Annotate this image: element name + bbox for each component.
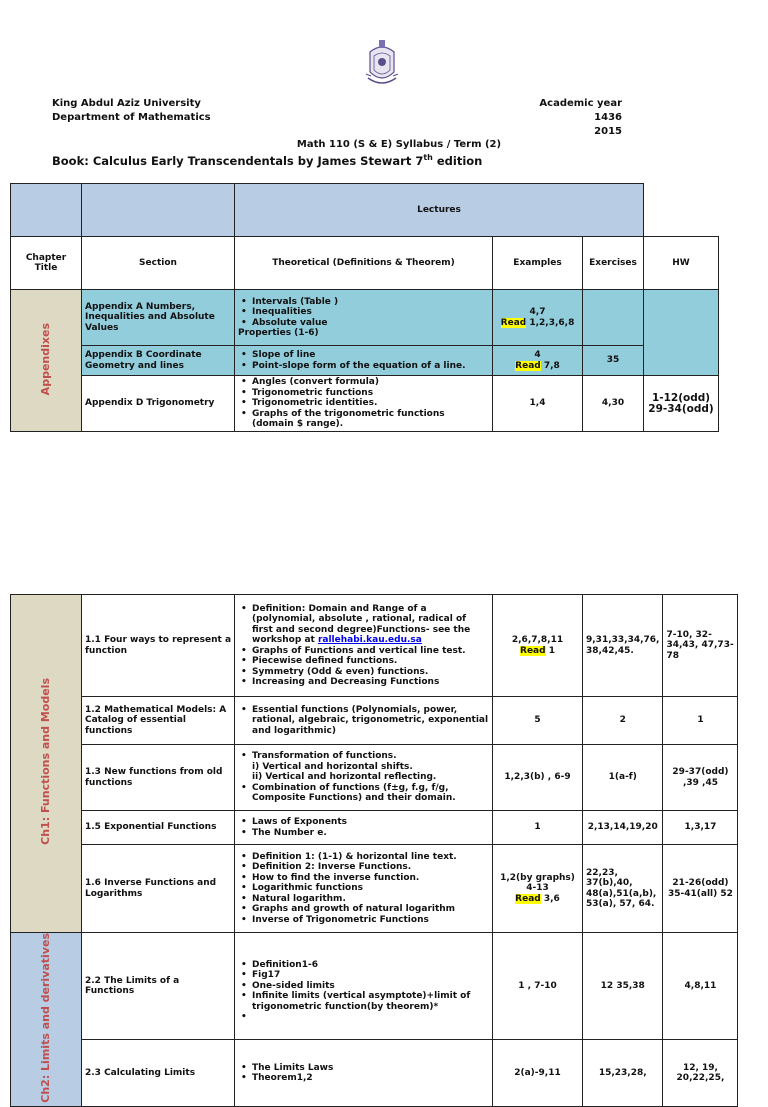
chapter-title-ch1: Ch1: Functions and Models xyxy=(11,595,82,933)
appendixes-table xyxy=(10,183,719,432)
examples-cell: 1 xyxy=(493,811,583,845)
exercises-cell: 2 xyxy=(583,697,663,745)
section-cell: 1.1 Four ways to represent a function xyxy=(82,595,235,697)
section-cell: 2.3 Calculating Limits xyxy=(82,1040,235,1107)
theory-cell: • The Limits Laws • Theorem1,2 xyxy=(235,1040,493,1107)
hw-cell: 12, 19, 20,22,25, xyxy=(663,1040,738,1107)
theory-cell: • Definition 1: (1-1) & horizontal line text. • Definition 2: Inverse Functions. • How to find the inverse function. • Logarithmic functions • Natural logarithm. • Graphs and growth of natural logarithm • Inverse of Trigonometric Functions xyxy=(235,845,493,933)
chapters-table xyxy=(10,594,738,1107)
theory-cell: • Angles (convert formula) • Trigonometric functions • Trigonometric identities. • Graphs of the trigonometric functions (domain $ range). xyxy=(235,376,493,432)
hw-cell: 1 xyxy=(663,697,738,745)
hw-cell: 7-10, 32-34,43, 47,73-78 xyxy=(663,595,738,697)
university-seal-logo xyxy=(362,38,402,88)
chapter-title-header: Chapter Title xyxy=(11,237,82,290)
theory-cell: • Intervals (Table ) • Inequalities • Absolute value Properties (1-6) xyxy=(235,290,493,346)
table-row xyxy=(11,697,738,745)
section-cell: Appendix D Trigonometry xyxy=(82,376,235,432)
exercises-cell: 12 35,38 xyxy=(583,933,663,1040)
exercises-cell: 35 xyxy=(583,346,644,376)
hw-cell: 4,8,11 xyxy=(663,933,738,1040)
exercises-cell: 9,31,33,34,76, 38,42,45. xyxy=(583,595,663,697)
read-highlight: Read xyxy=(500,317,527,328)
examples-cell: 2(a)-9,11 xyxy=(493,1040,583,1107)
academic-year: Academic year 1436 xyxy=(539,98,622,123)
department-name: Department of Mathematics xyxy=(52,112,211,123)
book-title: Book: Calculus Early Transcendentals by James Stewart 7th edition xyxy=(52,153,483,168)
chapter-title-ch2: Ch2: Limits and derivatives xyxy=(11,933,82,1107)
examples-cell: 1,2,3(b) , 6-9 xyxy=(493,745,583,811)
table-row xyxy=(11,933,738,1040)
year: 2015 xyxy=(594,126,622,137)
chapter-title-appendixes: Appendixes xyxy=(11,290,82,432)
theory-cell: • Laws of Exponents • The Number e. xyxy=(235,811,493,845)
examples-header: Examples xyxy=(493,237,583,290)
table-row xyxy=(11,346,719,376)
read-highlight: Read xyxy=(515,893,541,904)
table-row xyxy=(11,376,719,432)
theoretical-header: Theoretical (Definitions & Theorem) xyxy=(235,237,493,290)
theory-cell: • Essential functions (Polynomials, power, rational, algebraic, trigonometric, exponential and logarithmic) xyxy=(235,697,493,745)
read-highlight: Read xyxy=(515,360,541,371)
exercises-cell: 22,23, 37(b),40, 48(a),51(a,b), 53(a), 57, 64. xyxy=(583,845,663,933)
exercises-header: Exercises xyxy=(583,237,644,290)
hw-cell xyxy=(644,290,719,376)
theory-cell: • Definition: Domain and Range of a (polynomial, absolute , rational, radical of first and second degree)Functions- see the workshop at rallehabi.kau.edu.sa • Graphs of Functions and vertical line test. • Piecewise defined functions. • Symmetry (Odd & even) functions. • Increasing and Decreasing Functions xyxy=(235,595,493,697)
hw-cell: 1,3,17 xyxy=(663,811,738,845)
examples-cell: 1,4 xyxy=(493,376,583,432)
institution-block xyxy=(52,97,211,125)
theory-cell: • Definition1-6 • Fig17 • One-sided limits • Infinite limits (vertical asymptote)+limit of trigonometric function(by theorem)* xyxy=(235,933,493,1040)
table-row xyxy=(11,745,738,811)
workshop-link[interactable]: rallehabi.kau.edu.sa xyxy=(317,635,422,645)
table-header-row xyxy=(11,184,719,237)
section-cell: Appendix B Coordinate Geometry and lines xyxy=(82,346,235,376)
examples-cell: 4,7 Read 1,2,3,6,8 xyxy=(493,290,583,346)
table-row xyxy=(11,845,738,933)
theory-cell: • Transformation of functions. i) Vertical and horizontal shifts. ii) Vertical and horizontal reflecting. • Combination of functions (f±g, f.g, f/g, Composite Functions) and their domain. xyxy=(235,745,493,811)
theory-cell: • Slope of line • Point-slope form of the equation of a line. xyxy=(235,346,493,376)
exercises-cell: 2,13,14,19,20 xyxy=(583,811,663,845)
examples-cell: 5 xyxy=(493,697,583,745)
section-cell: 1.6 Inverse Functions and Logarithms xyxy=(82,845,235,933)
hw-cell: 21-26(odd) 35-41(all) 52 xyxy=(663,845,738,933)
university-name: King Abdul Aziz University xyxy=(52,98,201,109)
exercises-cell xyxy=(583,290,644,346)
lectures-header: Lectures xyxy=(235,184,644,237)
exercises-cell: 4,30 xyxy=(583,376,644,432)
section-cell: 2.2 The Limits of a Functions xyxy=(82,933,235,1040)
table-row xyxy=(11,290,719,346)
hw-header: HW xyxy=(644,237,719,290)
examples-cell: 4 Read 7,8 xyxy=(493,346,583,376)
section-cell: 1.2 Mathematical Models: A Catalog of essential functions xyxy=(82,697,235,745)
section-cell: 1.3 New functions from old functions xyxy=(82,745,235,811)
table-row xyxy=(11,1040,738,1107)
examples-cell: 1 , 7-10 xyxy=(493,933,583,1040)
hw-cell: 29-37(odd) ,39 ,45 xyxy=(663,745,738,811)
hw-cell: 1-12(odd) 29-34(odd) xyxy=(644,376,719,432)
section-cell: 1.5 Exponential Functions xyxy=(82,811,235,845)
examples-cell: 2,6,7,8,11 Read 1 xyxy=(493,595,583,697)
exercises-cell: 1(a-f) xyxy=(583,745,663,811)
exercises-cell: 15,23,28, xyxy=(583,1040,663,1107)
column-header-row xyxy=(11,237,719,290)
table-row xyxy=(11,811,738,845)
examples-cell: 1,2(by graphs) 4-13 Read 3,6 xyxy=(493,845,583,933)
academic-year-block xyxy=(509,97,622,139)
table-row xyxy=(11,595,738,697)
read-highlight: Read xyxy=(520,645,546,656)
section-cell: Appendix A Numbers, Inequalities and Absolute Values xyxy=(82,290,235,346)
course-title: Math 110 (S & E) Syllabus / Term (2) xyxy=(296,139,502,150)
section-header: Section xyxy=(82,237,235,290)
